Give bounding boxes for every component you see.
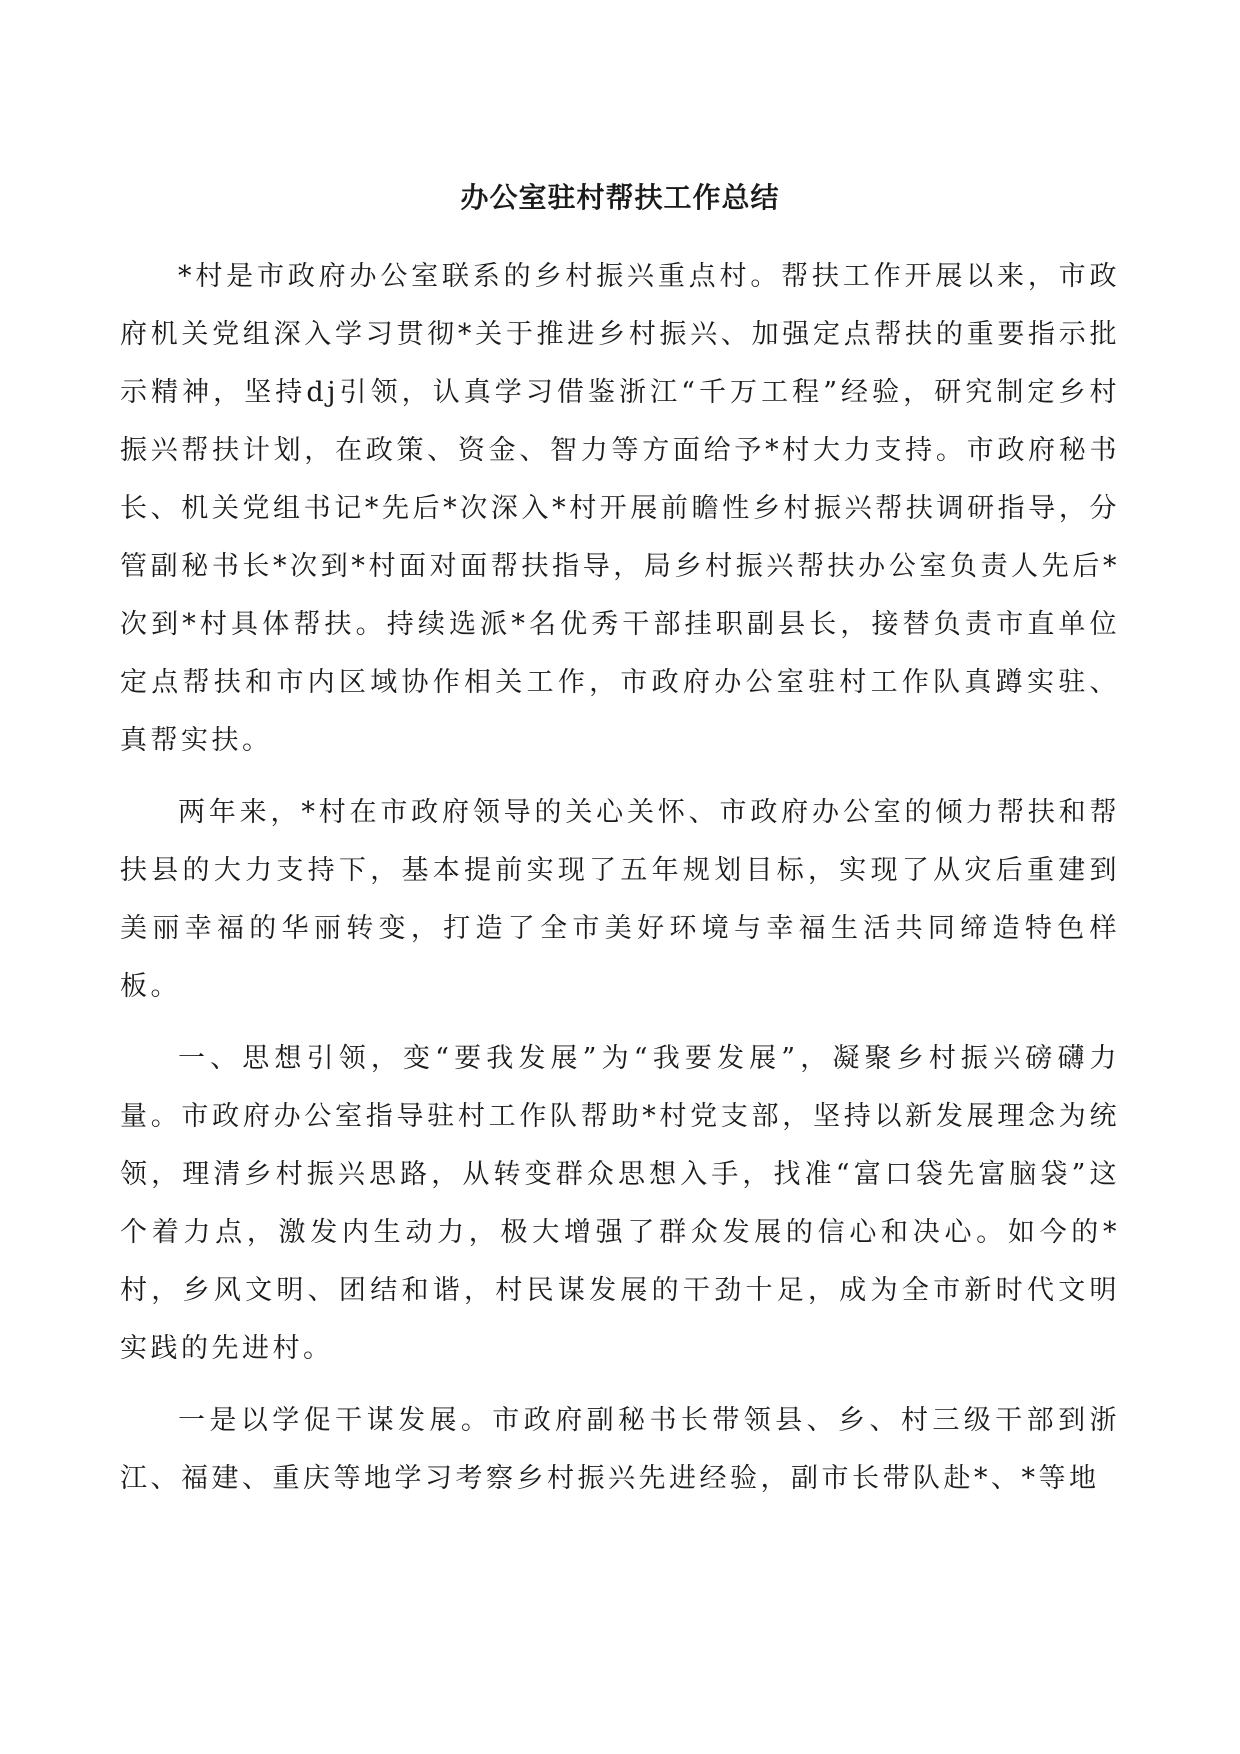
- paragraph-intro: *村是市政府办公室联系的乡村振兴重点村。帮扶工作开展以来，市政府机关党组深入学习贯彻*关于推进乡村振兴、加强定点帮扶的重要指示批示精神，坚持dj引领，认真学习借鉴浙江“千万工程”经验，研究制定乡村振兴帮扶计划，在政策、资金、智力等方面给予*村大力支持。市政府秘书长、机关党组书记*先后*次深入*村开展前瞻性乡村振兴帮扶调研指导，分管副秘书长*次到*村面对面帮扶指导，局乡村振兴帮扶办公室负责人先后*次到*村具体帮扶。持续选派*名优秀干部挂职副县长，接替负责市直单位定点帮扶和市内区域协作相关工作，市政府办公室驻村工作队真蹲实驻、真帮实扶。: [120, 261, 1120, 756]
- document-title: 办公室驻村帮扶工作总结: [460, 181, 780, 214]
- paragraph-section-one: 一、思想引领，变“要我发展”为“我要发展”，凝聚乡村振兴磅礴力量。市政府办公室指导驻村工作队帮助*村党支部，坚持以新发展理念为统领，理清乡村振兴思路，从转变群众思想入手，找准“富口袋先富脑袋”这个着力点，激发内生动力，极大增强了群众发展的信心和决心。如今的*村，乡风文明、团结和谐，村民谋发展的干劲十足，成为全市新时代文明实践的先进村。: [120, 1043, 1120, 1364]
- paragraph-achievements: 两年来，*村在市政府领导的关心关怀、市政府办公室的倾力帮扶和帮扶县的大力支持下，基本提前实现了五年规划目标，实现了从灾后重建到美丽幸福的华丽转变，打造了全市美好环境与幸福生活共同缔造特色样板。: [120, 797, 1120, 1002]
- paragraph-point-one: 一是以学促干谋发展。市政府副秘书长带领县、乡、村三级干部到浙江、福建、重庆等地学习考察乡村振兴先进经验，副市长带队赴*、*等地: [120, 1405, 1120, 1494]
- document-body: [120, 248, 1120, 1522]
